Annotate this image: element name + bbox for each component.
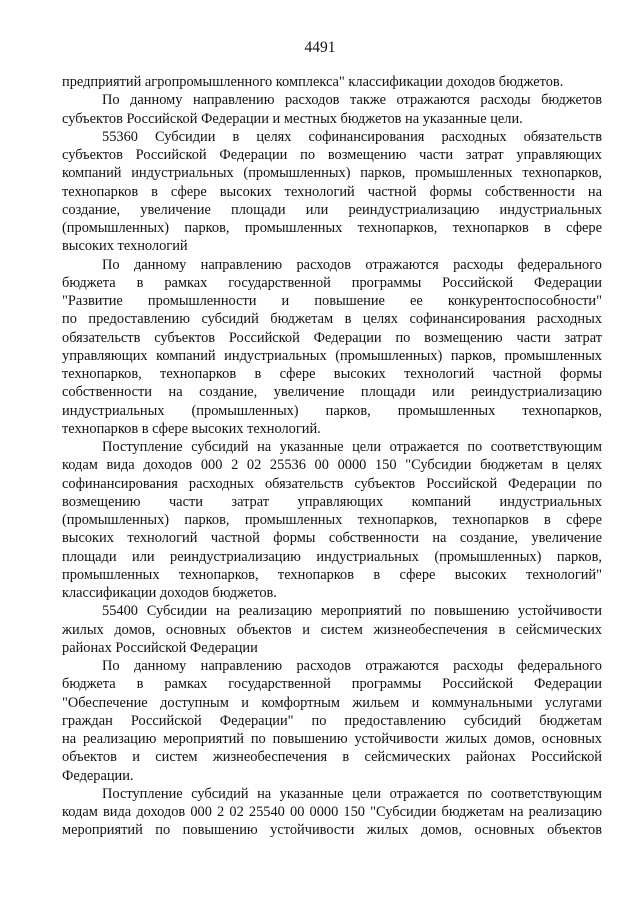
text-line: жилых домов, основных объектов и систем жизнеобеспечения в сейсмических: [62, 621, 602, 638]
text-line: площади или реиндустриализацию индустриальных (промышленных) парков,: [62, 548, 602, 565]
text-line: на реализацию мероприятий по повышению устойчивости жилых домов, основных: [62, 731, 602, 747]
text-line: софинансирования расходных обязательств субъектов Российской Федерации по: [62, 475, 602, 492]
text-line: кодам вида доходов 000 2 02 25536 00 0000 150 "Субсидии бюджетам в целях: [62, 457, 602, 474]
text-line: районах Российской Федерации: [62, 639, 258, 656]
text-line: технопарков в сфере высоких технологий частной формы собственности на: [62, 183, 602, 200]
text-line: высоких технологий частной формы собственности на создание, увеличение: [62, 530, 602, 547]
text-line: бюджета в рамках государственной программы Российской Федерации: [62, 274, 602, 291]
text-line: граждан Российской Федерации" по предоставлению субсидий бюджетам: [62, 712, 602, 729]
text-line: компаний индустриальных (промышленных) парков, промышленных технопарков,: [62, 165, 602, 182]
text-line: промышленных технопарков, технопарков в сфере высоких технологий": [62, 566, 602, 583]
page-number: 4491: [304, 39, 336, 56]
text-line: классификации доходов бюджетов.: [62, 585, 277, 601]
text-line: По данному направлению расходов отражаются расходы федерального: [102, 658, 602, 674]
text-line: мероприятий по повышению устойчивости жилых домов, основных объектов: [62, 822, 602, 839]
text-line: кодам вида доходов 000 2 02 25540 00 0000 150 "Субсидии бюджетам на реализацию: [62, 804, 602, 820]
text-line: создание, увеличение площади или реиндустриализацию индустриальных: [62, 201, 602, 218]
text-line: обязательств субъектов Российской Федерации по возмещению части затрат: [62, 329, 602, 346]
text-line: 55360 Субсидии в целях софинансирования расходных обязательств: [102, 128, 602, 145]
text-line: технопарков, технопарков в сфере высоких технологий частной формы: [62, 366, 602, 382]
text-line: 55400 Субсидии на реализацию мероприятий по повышению устойчивости: [102, 603, 602, 620]
text-line: управляющих компаний индустриальных (промышленных) парков, промышленных: [62, 347, 602, 364]
text-line: объектов и систем жизнеобеспечения в сейсмических районах Российской: [62, 749, 602, 766]
text-line: "Развитие промышленности и повышение ее конкурентоспособности": [62, 293, 602, 309]
text-line: собственности на создание, увеличение площади или реиндустриализацию: [62, 384, 602, 401]
text-line: субъектов Российской Федерации и местных бюджетов на указанные цели.: [62, 110, 523, 127]
text-line: по предоставлению субсидий бюджетам в целях софинансирования расходных: [62, 311, 602, 328]
text-line: Поступление субсидий на указанные цели отражается по соответствующим: [102, 439, 602, 455]
text-line: высоких технологий: [62, 238, 188, 255]
text-line: индустриальных (промышленных) парков, промышленных технопарков,: [62, 402, 602, 419]
text-line: бюджета в рамках государственной программы Российской Федерации: [62, 676, 602, 693]
text-line: По данному направлению расходов отражаются расходы федерального: [102, 256, 602, 273]
text-line: предприятий агропромышленного комплекса" классификации доходов бюджетов.: [62, 74, 564, 90]
text-line: технопарков в сфере высоких технологий.: [62, 420, 321, 437]
document-body: [62, 73, 602, 840]
text-line: По данному направлению расходов также отражаются расходы бюджетов: [102, 92, 602, 109]
text-line: субъектов Российской Федерации по возмещению части затрат управляющих: [62, 147, 602, 163]
text-line: Федерации.: [62, 767, 134, 784]
text-line: (промышленных) парков, промышленных технопарков, технопарков в сфере: [62, 512, 602, 528]
text-line: возмещению части затрат управляющих компаний индустриальных: [62, 493, 602, 510]
text-line: Поступление субсидий на указанные цели отражается по соответствующим: [102, 785, 602, 802]
text-line: (промышленных) парков, промышленных технопарков, технопарков в сфере: [62, 220, 602, 236]
text-line: "Обеспечение доступным и комфортным жильем и коммунальными услугами: [62, 694, 602, 711]
